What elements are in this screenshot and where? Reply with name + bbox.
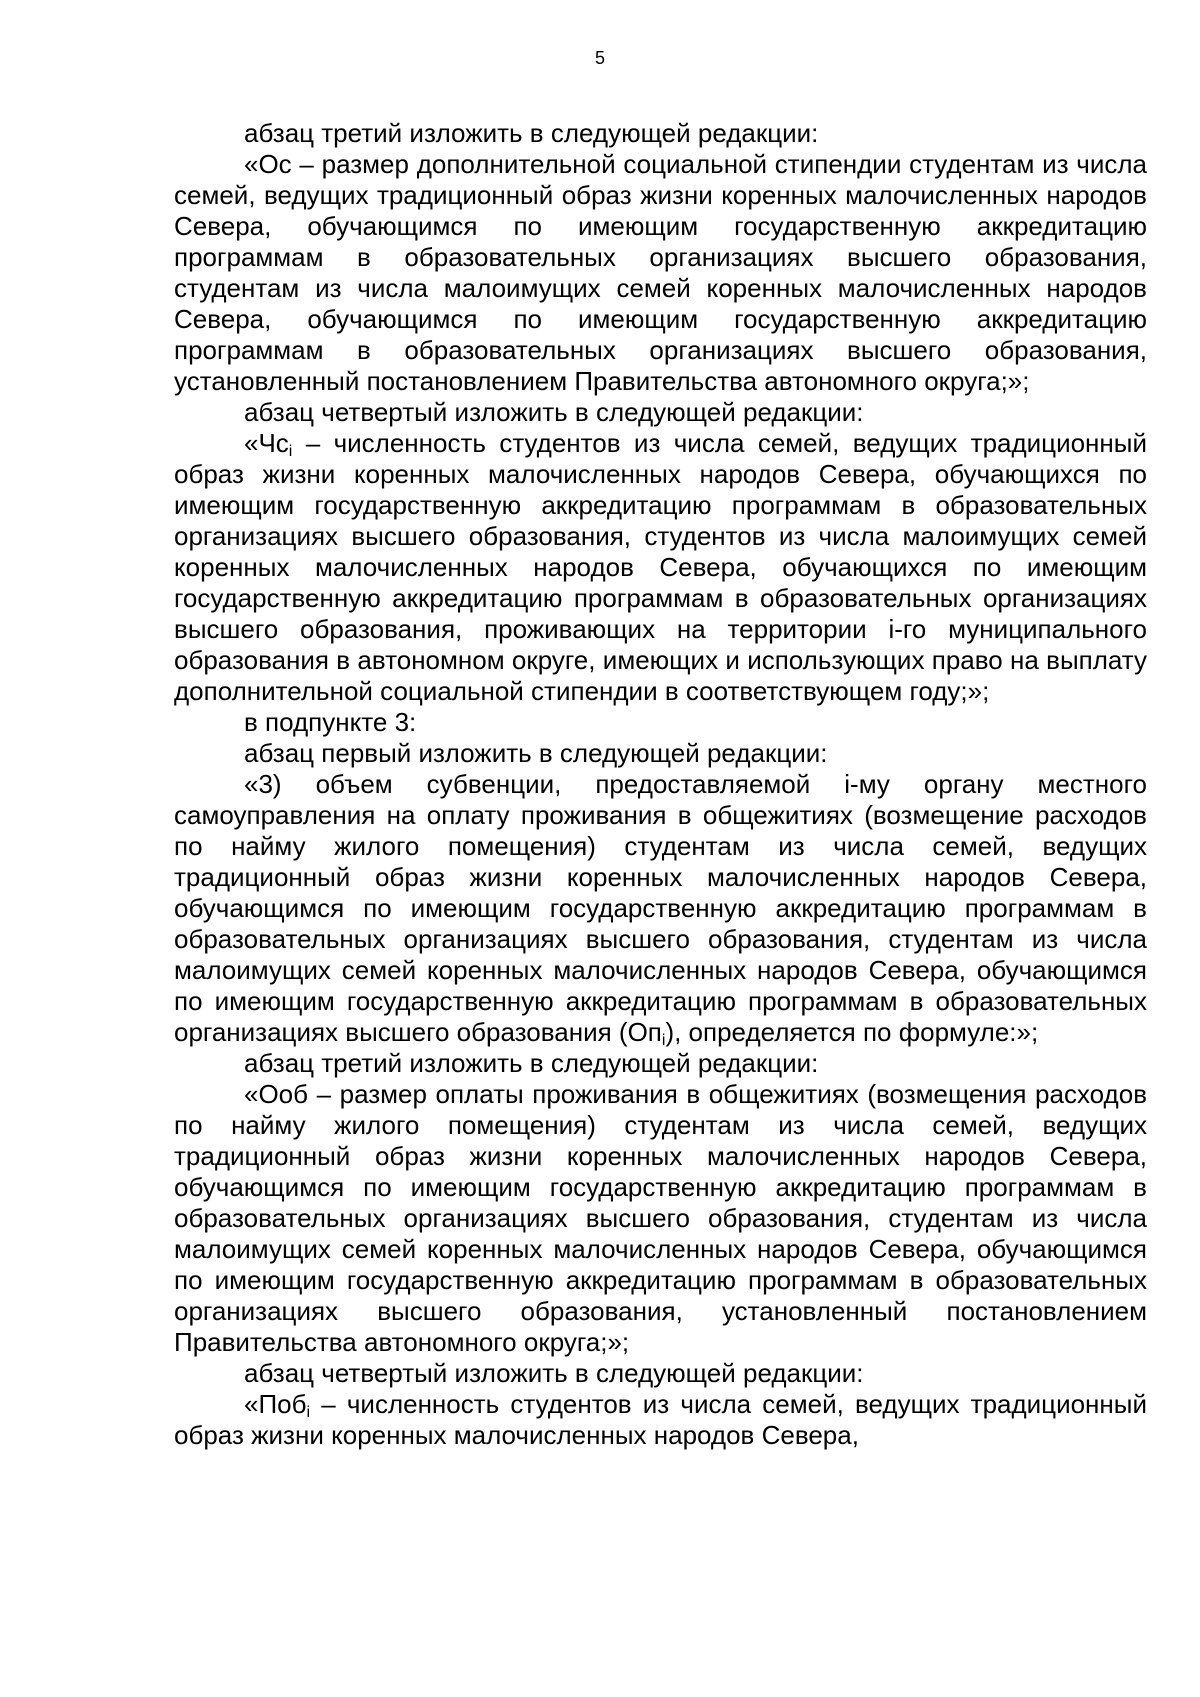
paragraph-10-text: абзац четвертый изложить в следующей редакции: [244,1358,864,1388]
paragraph-11-prefix: «Поб [244,1389,307,1419]
paragraph-8 [174,1048,1147,1079]
paragraph-3-text: абзац четвертый изложить в следующей редакции: [244,397,864,427]
paragraph-7-prefix: «3) объем субвенции, предоставляемой i-му органу местного самоуправления на оплату проживания в общежитиях (возмещение расходов по найму жилого помещения) студентам из числа семей, ведущих традиционный образ жизни коренных малочисленных народов Севера, обучающимся по имеющим государственную аккредитацию программам в образовательных организациях высшего образования, студентам из числа малоимущих семей коренных малочисленных народов Севера, обучающимся по имеющим государственную аккредитацию программам в образовательных организациях высшего образования (Оп [174,769,1147,1047]
document-body [174,118,1147,1451]
paragraph-11-subscript: i [306,1404,311,1421]
paragraph-6 [174,738,1147,769]
paragraph-1 [174,118,1147,149]
paragraph-4-subscript: i [288,443,293,460]
paragraph-6-text: абзац первый изложить в следующей редакции: [244,738,828,768]
paragraph-1-text: абзац третий изложить в следующей редакции: [244,118,819,148]
paragraph-7 [174,769,1147,1048]
paragraph-5-text: в подпункте 3: [244,707,417,737]
paragraph-5 [174,707,1147,738]
paragraph-7-text: ), определяется по формуле:»; [665,1017,1039,1047]
paragraph-2 [174,149,1147,397]
paragraph-2-text: «Ос – размер дополнительной социальной стипендии студентам из числа семей, ведущих традиционный образ жизни коренных малочисленных народов Севера, обучающимся по имеющим государственную аккредитацию программам в образовательных организациях высшего образования, студентам из числа малоимущих семей коренных малочисленных народов Севера, обучающимся по имеющим государственную аккредитацию программам в образовательных организациях высшего образования, установленный постановлением Правительства автономного округа;»; [174,149,1147,396]
paragraph-7-subscript: i [661,1032,666,1049]
paragraph-9 [174,1079,1147,1358]
paragraph-10 [174,1358,1147,1389]
paragraph-4-prefix: «Чс [244,428,289,458]
paragraph-11 [174,1389,1147,1451]
paragraph-4-text: – численность студентов из числа семей, ведущих традиционный образ жизни коренных малочисленных народов Севера, обучающихся по имеющим государственную аккредитацию программам в образовательных организациях высшего образования, студентов из числа малоимущих семей коренных малочисленных народов Севера, обучающихся по имеющим государственную аккредитацию программам в образовательных организациях высшего образования, проживающих на территории i-го муниципального образования в автономном округе, имеющих и использующих право на выплату дополнительной социальной стипендии в соответствующем году;»; [174,428,1147,706]
paragraph-11-text: – численность студентов из числа семей, ведущих традиционный образ жизни коренных малочисленных народов Севера, [174,1389,1147,1450]
paragraph-3 [174,397,1147,428]
paragraph-4 [174,428,1147,707]
page-number: 5 [594,48,605,68]
paragraph-9-text: «Ооб – размер оплаты проживания в общежитиях (возмещения расходов по найму жилого помещения) студентам из числа семей, ведущих традиционный образ жизни коренных малочисленных народов Севера, обучающимся по имеющим государственную аккредитацию программам в образовательных организациях высшего образования, студентам из числа малоимущих семей коренных малочисленных народов Севера, обучающимся по имеющим государственную аккредитацию программам в образовательных организациях высшего образования, установленный постановлением Правительства автономного округа;»; [174,1079,1147,1357]
paragraph-8-text: абзац третий изложить в следующей редакции: [244,1048,819,1078]
